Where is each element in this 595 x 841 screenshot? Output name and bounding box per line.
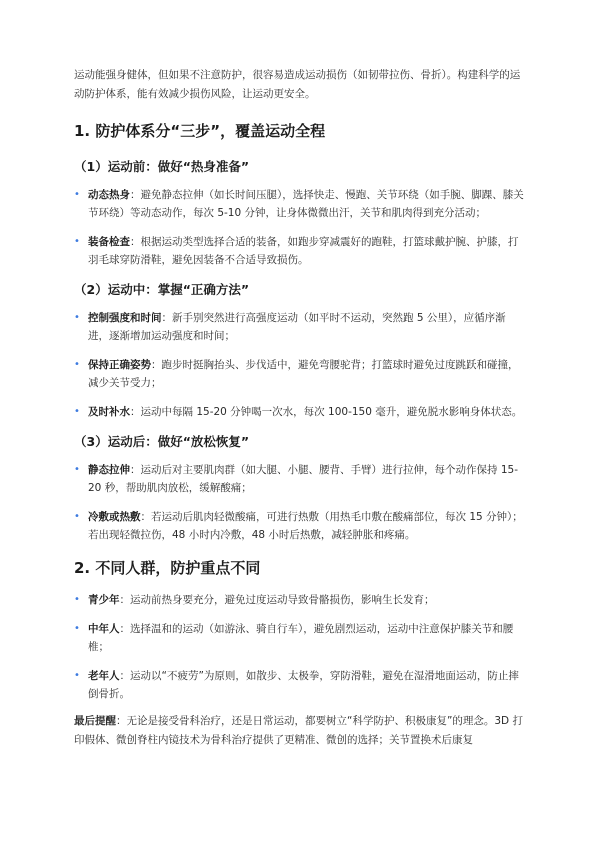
item-label: 动态热身 (88, 189, 130, 201)
final-text: ：无论是接受骨科治疗，还是日常运动，都要树立“科学防护、积极康复”的理念。3D 打印假体、微创脊柱内镜技术为骨科治疗提供了更精准、微创的选择；关节置换术后康复 (74, 715, 523, 746)
population-list (74, 591, 524, 703)
item-text: ：若运动后肌肉轻微酸痛，可进行热敷（用热毛巾敷在酸痛部位，每次 15 分钟）；若出现轻微拉伤，48 小时内冷敷，48 小时后热敷，减轻肿胀和疼痛。 (88, 511, 523, 541)
list-item (74, 233, 524, 269)
final-reminder (74, 712, 524, 750)
item-text: ：运动中每隔 15-20 分钟喝一次水，每次 100-150 毫升，避免脱水影响身体状态。 (130, 406, 523, 418)
during-exercise-list (74, 309, 524, 421)
before-exercise-heading: （1）运动前：做好“热身准备” (74, 159, 250, 174)
list-item (74, 591, 524, 609)
list-item (74, 356, 524, 392)
list-item (74, 309, 524, 345)
bullet-icon: • (74, 406, 80, 417)
list-item (74, 667, 524, 703)
bullet-icon: • (74, 312, 80, 323)
during-exercise-heading: （2）运动中：掌握“正确方法” (74, 282, 250, 297)
after-exercise-heading: （3）运动后：做好“放松恢复” (74, 434, 250, 449)
bullet-icon: • (74, 594, 80, 605)
intro-paragraph: 运动能强身健体，但如果不注意防护，很容易造成运动损伤（如韧带拉伤、骨折）。构建科学的运动防护体系，能有效减少损伤风险，让运动更安全。 (74, 69, 521, 100)
item-text: ：避免静态拉伸（如长时间压腿），选择快走、慢跑、关节环绕（如手腕、脚踝、膝关节环绕）等动态动作，每次 5-10 分钟，让身体微微出汗，关节和肌肉得到充分活动； (88, 189, 524, 219)
after-exercise-list (74, 461, 524, 544)
bullet-icon: • (74, 623, 80, 634)
item-label: 控制强度和时间 (88, 312, 162, 324)
list-item (74, 620, 524, 656)
article (74, 66, 524, 750)
bullet-icon: • (74, 511, 80, 522)
item-label: 老年人 (88, 670, 120, 682)
before-exercise-list (74, 186, 524, 269)
list-item (74, 186, 524, 222)
bullet-icon: • (74, 670, 80, 681)
section2-heading: 2. 不同人群，防护重点不同 (74, 559, 261, 577)
item-text: ：运动后对主要肌肉群（如大腿、小腿、腰背、手臂）进行拉伸，每个动作保持 15-20 秒，帮助肌肉放松，缓解酸痛； (88, 464, 518, 494)
bullet-icon: • (74, 189, 80, 200)
bullet-icon: • (74, 359, 80, 370)
list-item (74, 461, 524, 497)
item-text: ：运动前热身要充分，避免过度运动导致骨骼损伤，影响生长发育； (119, 594, 435, 606)
item-label: 青少年 (88, 594, 120, 606)
item-label: 装备检查 (88, 236, 130, 248)
section1-heading: 1. 防护体系分“三步”，覆盖运动全程 (74, 122, 326, 140)
bullet-icon: • (74, 236, 80, 247)
bullet-icon: • (74, 464, 80, 475)
item-label: 中年人 (88, 623, 120, 635)
item-text: ：根据运动类型选择合适的装备，如跑步穿减震好的跑鞋，打篮球戴护腕、护膝，打羽毛球穿防滑鞋，避免因装备不合适导致损伤。 (88, 236, 519, 266)
list-item (74, 403, 524, 421)
final-label: 最后提醒 (74, 715, 116, 727)
list-item (74, 508, 524, 544)
item-text: ：跑步时挺胸抬头、步伐适中，避免弯腰驼背；打篮球时避免过度跳跃和碰撞，减少关节受力； (88, 359, 519, 389)
item-text: ：新手别突然进行高强度运动（如平时不运动，突然跑 5 公里），应循序渐进，逐渐增加运动强度和时间； (88, 312, 506, 342)
item-text: ：运动以“不疲劳”为原则，如散步、太极拳，穿防滑鞋，避免在湿滑地面运动，防止摔倒骨折。 (88, 670, 519, 700)
item-label: 静态拉伸 (88, 464, 130, 476)
item-label: 保持正确姿势 (88, 359, 151, 371)
item-label: 及时补水 (88, 406, 130, 418)
item-text: ：选择温和的运动（如游泳、骑自行车），避免剧烈运动，运动中注意保护膝关节和腰椎； (88, 623, 514, 653)
item-label: 冷敷或热敷 (88, 511, 141, 523)
